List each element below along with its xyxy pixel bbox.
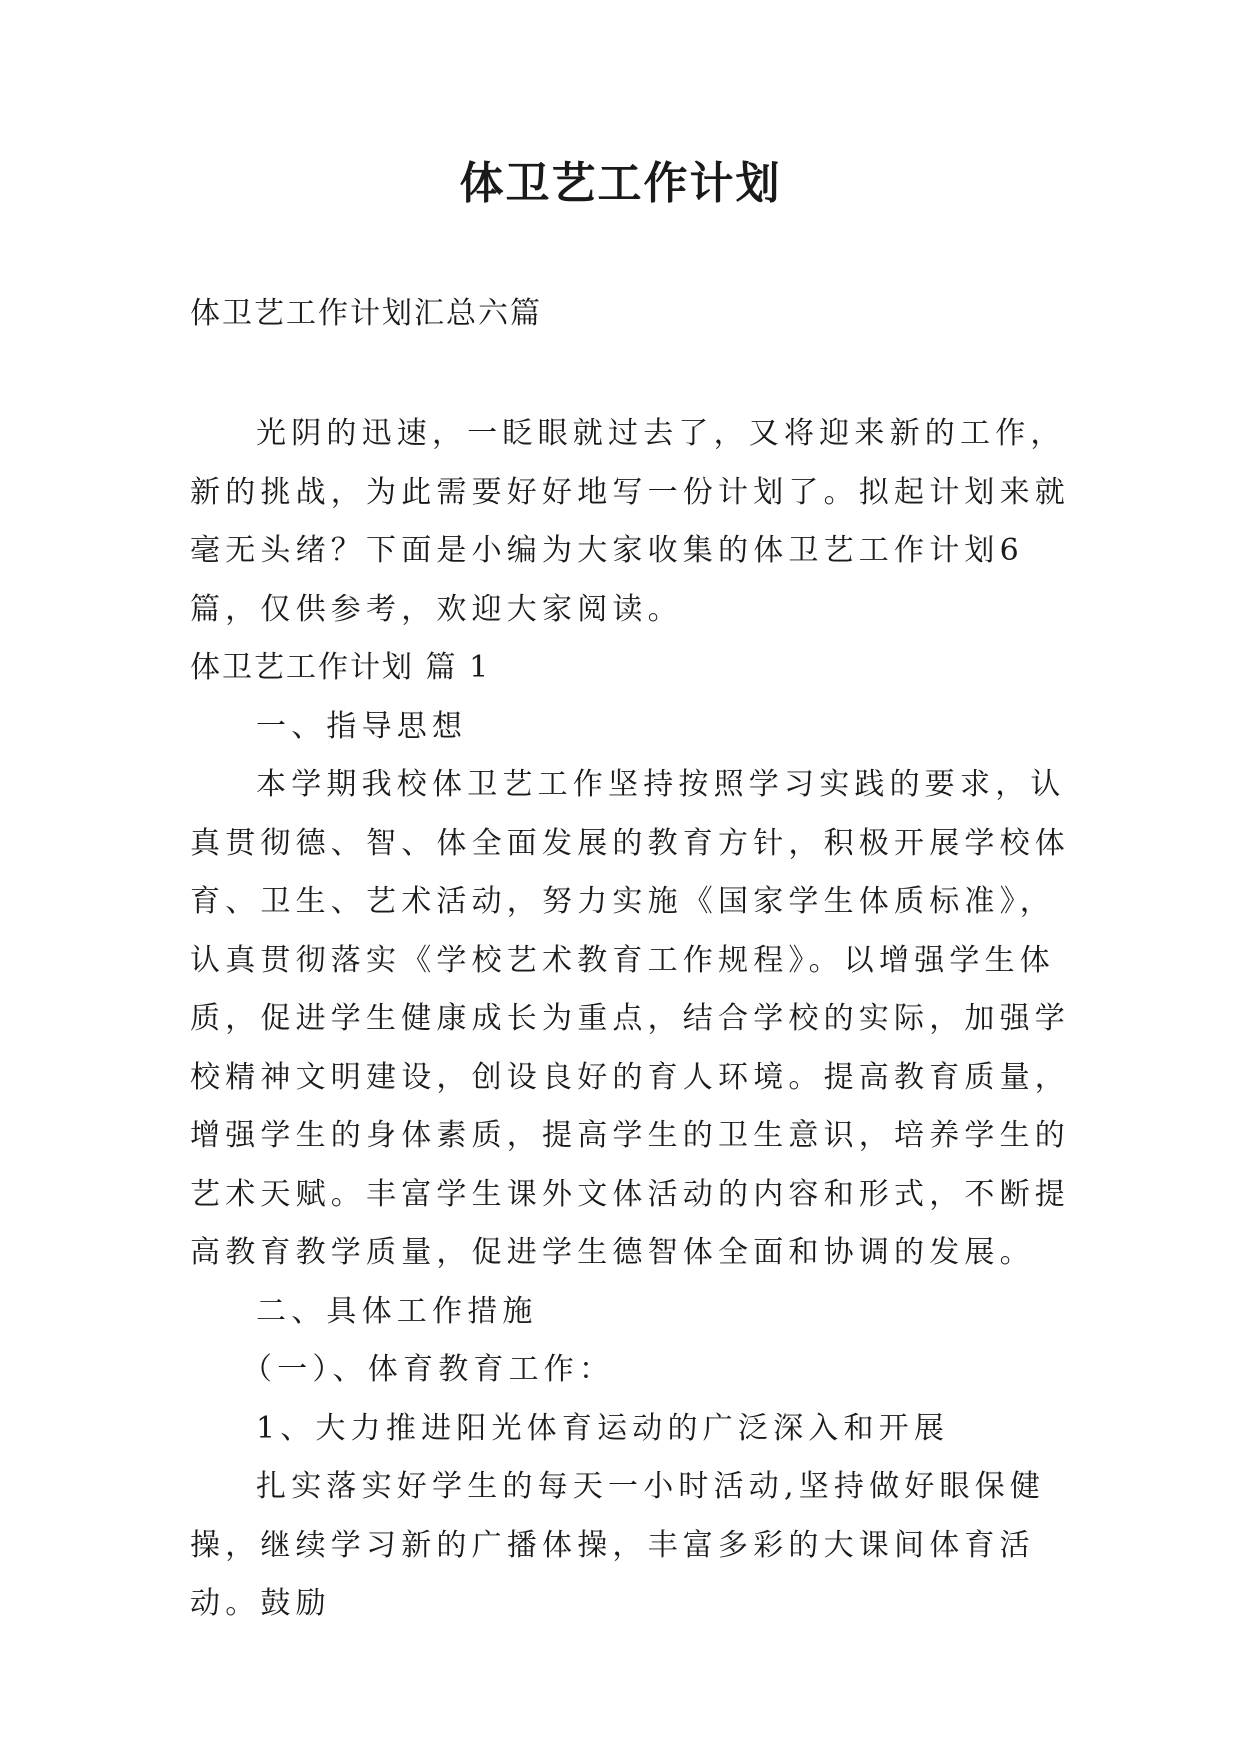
section-heading: 体卫艺工作计划 篇 1 — [190, 650, 491, 685]
guiding-paragraph: 本学期我校体卫艺工作坚持按照学习实践的要求，认真贯彻德、智、体全面发展的教育方针，积极开展学校体育、卫生、艺术活动，努力实施《国家学生体质标准》，认真贯彻落实《学校艺术教育工作规程》。以增强学生体质，促进学生健康成长为重点，结合学校的实际，加强学校精神文明建设，创设良好的育人环境。提高教育质量，增强学生的身体素质，提高学生的卫生意识，培养学生的艺术天赋。丰富学生课外文体活动的内容和形式，不断提高教育教学质量，促进学生德智体全面和协调的发展。 — [190, 767, 1070, 1270]
document-subtitle: 体卫艺工作计划汇总六篇 — [190, 296, 542, 331]
intro-paragraph: 光阴的迅速，一眨眼就过去了，又将迎来新的工作，新的挑战，为此需要好好地写一份计划了。拟起计划来就毫无头绪？下面是小编为大家收集的体卫艺工作计划6篇，仅供参考，欢迎大家阅读。 — [190, 416, 1070, 627]
guiding-heading: 一、指导思想 — [256, 708, 468, 744]
pe-heading: （一）、体育教育工作： — [242, 1352, 615, 1387]
measures-heading: 二、具体工作措施 — [256, 1293, 538, 1329]
document-body — [190, 405, 1070, 1634]
item-1-paragraph: 扎实落实好学生的每天一小时活动,坚持做好眼保健操，继续学习新的广播体操，丰富多彩的大课间体育活动。鼓励 — [190, 1469, 1046, 1621]
item-1-heading: 1、大力推进阳光体育运动的广泛深入和开展 — [256, 1410, 950, 1446]
document-title: 体卫艺工作计划 — [459, 158, 782, 209]
